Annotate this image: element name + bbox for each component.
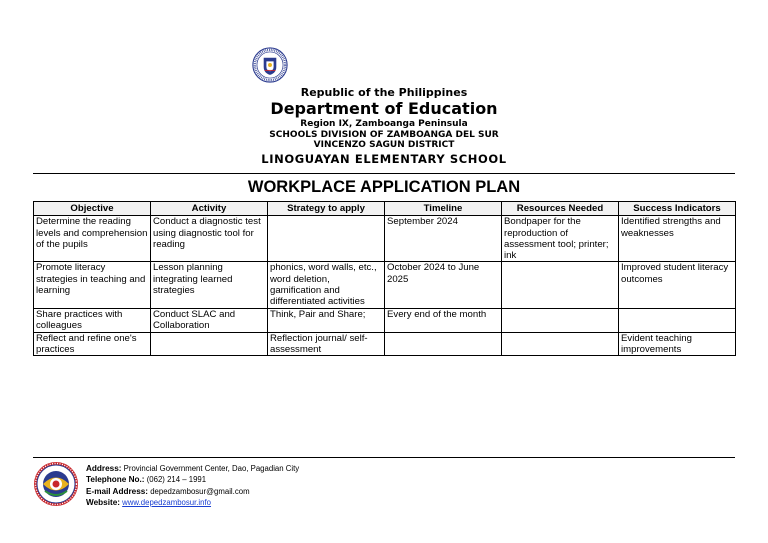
table-cell: Share practices with colleagues [34,308,151,332]
table-row [34,262,736,308]
republic-line: Republic of the Philippines [300,86,468,99]
table-cell: Conduct SLAC and Collaboration [151,308,268,332]
workplace-plan-table [33,201,736,356]
table-cell: September 2024 [385,216,502,262]
table-cell: Conduct a diagnostic test using diagnostic tool for reading [151,216,268,262]
table-cell: Reflect and refine one's practices [34,332,151,356]
table-cell: Think, Pair and Share; [268,308,385,332]
address-value: Provincial Government Center, Dao, Pagadian City [123,464,300,473]
table-header-row [34,202,736,216]
school-name: LINOGUAYAN ELEMENTARY SCHOOL [261,151,507,166]
table-cell: Promote literacy strategies in teaching and learning [34,262,151,308]
table-cell [268,216,385,262]
website-line [86,497,299,508]
table-cell: Determine the reading levels and comprehension of the pupils [34,216,151,262]
table-cell: Every end of the month [385,308,502,332]
district-line: VINCENZO SAGUN DISTRICT [313,140,455,150]
table-row [34,216,736,262]
col-header-resources: Resources Needed [502,202,619,216]
table-cell [502,308,619,332]
table-cell: Lesson planning integrating learned strategies [151,262,268,308]
table-cell: phonics, word walls, etc., word deletion, gamification and differentiated activities [268,262,385,308]
document-title: WORKPLACE APPLICATION PLAN [247,178,521,196]
col-header-activity: Activity [151,202,268,216]
col-header-strategy: Strategy to apply [268,202,385,216]
contact-footer [86,463,299,508]
email-label: E-mail Address: [86,486,149,496]
table-cell [502,332,619,356]
col-header-timeline: Timeline [385,202,502,216]
col-header-objective: Objective [34,202,151,216]
table-cell [385,332,502,356]
website-label: Website: [86,497,120,507]
col-header-success: Success Indicators [619,202,736,216]
table-row [34,308,736,332]
table-cell: Evident teaching improvements [619,332,736,356]
telephone-line [86,474,299,485]
table-cell: Bondpaper for the reproduction of assessment tool; printer; ink [502,216,619,262]
website-link[interactable]: www.depedzambosur.info [122,497,212,507]
footer-divider [33,457,735,458]
table-row [34,332,736,356]
telephone-value: (062) 214 – 1991 [146,475,207,485]
header-divider [33,173,735,174]
division-line: SCHOOLS DIVISION OF ZAMBOANGA DEL SUR [269,129,499,140]
table-cell: Reflection journal/ self-assessment [268,332,385,356]
email-value: depedzambosur@gmail.com [150,486,250,496]
letterhead [0,86,768,167]
table-cell: Improved student literacy outcomes [619,262,736,308]
table-cell [151,332,268,356]
email-line [86,486,299,497]
telephone-label: Telephone No.: [86,475,145,485]
address-line [86,463,299,474]
table-cell [502,262,619,308]
table-cell: October 2024 to June 2025 [385,262,502,308]
address-label: Address: [86,464,122,473]
table-cell [619,308,736,332]
department-name: Department of Education [270,99,498,118]
table-cell: Identified strengths and weaknesses [619,216,736,262]
division-seal-icon [33,461,79,507]
deped-seal-icon [252,47,288,83]
region-line: Region IX, Zamboanga Peninsula [300,119,468,129]
